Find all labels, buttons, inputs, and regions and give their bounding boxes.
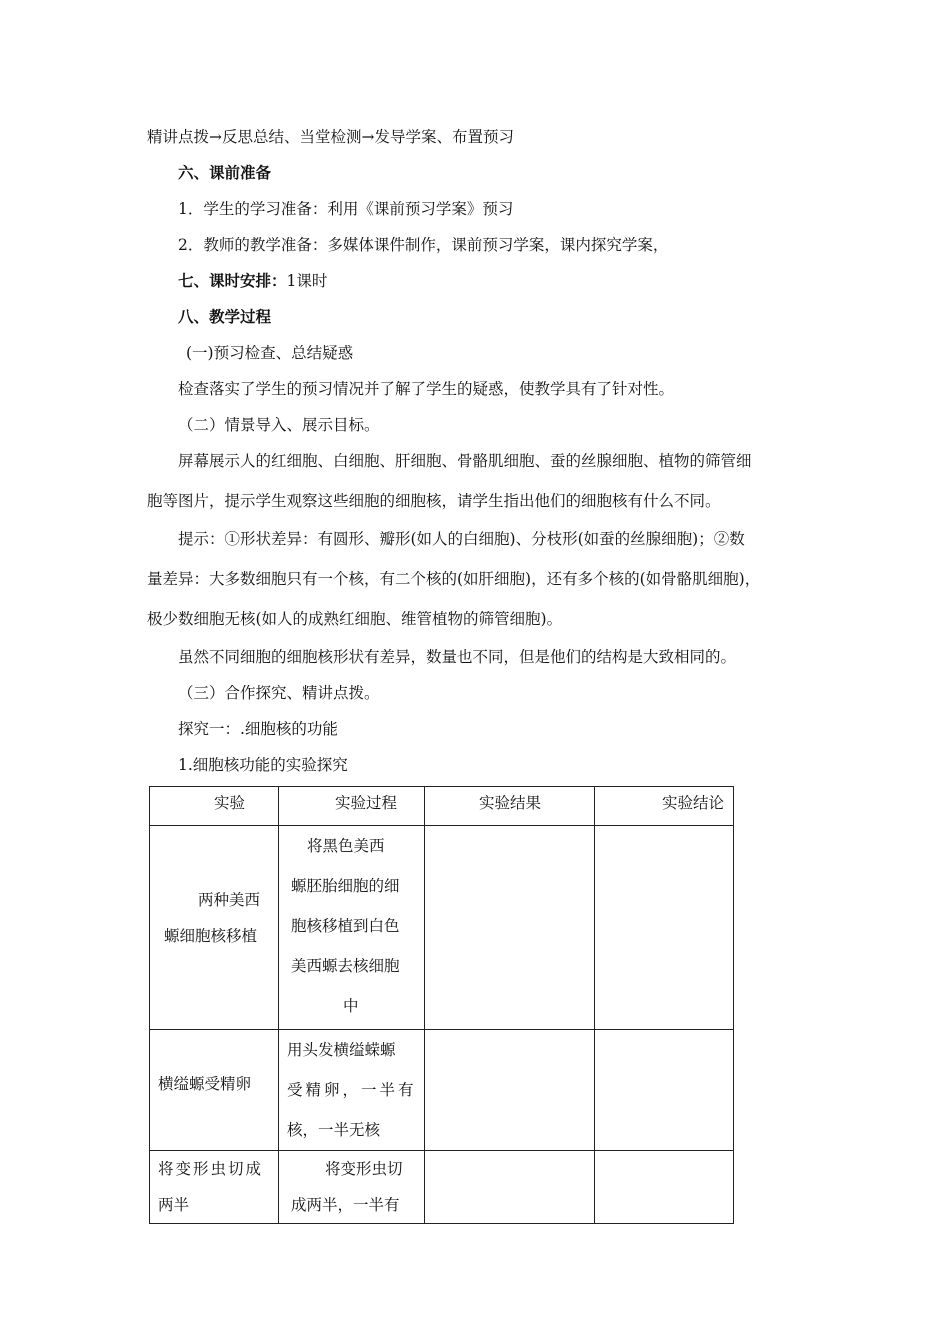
- paragraph-scenario-line2: 胞等图片，提示学生观察这些细胞的细胞核，请学生指出他们的细胞核有什么不同。: [147, 492, 721, 510]
- table-cell-result: [425, 1151, 595, 1224]
- table-cell-result: [425, 1030, 595, 1151]
- subheading-experiment: 1.细胞核功能的实验探究: [178, 756, 348, 774]
- schedule-label: 七、课时安排：: [178, 272, 287, 290]
- table-row: [150, 1030, 734, 1151]
- paragraph-structure-note: 虽然不同细胞的细胞核形状有差异，数量也不同，但是他们的结构是大致相同的。: [178, 648, 737, 666]
- table-header-cell: 实验结果: [425, 787, 595, 826]
- section-heading-schedule: [178, 270, 327, 292]
- paragraph-flow-summary: 精讲点拨→反思总结、当堂检测→发导学案、布置预习: [147, 128, 514, 146]
- paragraph-preview-check: 检查落实了学生的预习情况并了解了学生的疑惑，使教学具有了针对性。: [178, 380, 675, 398]
- table-cell-conclusion: [595, 1030, 734, 1151]
- table-cell-conclusion: [595, 826, 734, 1030]
- table-cell-result: [425, 826, 595, 1030]
- paragraph-student-preparation: 1．学生的学习准备：利用《课前预习学案》预习: [178, 200, 514, 218]
- experiment-table: [149, 786, 734, 1224]
- table-cell-experiment: 两种美西 螈细胞核移植: [150, 826, 279, 1030]
- table-header-cell: 实验过程: [279, 787, 425, 826]
- paragraph-hint-line3: 极少数细胞无核(如人的成熟红细胞、维管植物的筛管细胞)。: [147, 610, 563, 628]
- table-row: [150, 826, 734, 1030]
- table-cell-process: 将变形虫切 成两半，一半有: [279, 1151, 425, 1224]
- table-cell-process: 将黑色美西 螈胚胎细胞的细 胞核移植到白色 美西螈去核细胞 中: [279, 826, 425, 1030]
- table-cell-experiment: 将变形虫切成 两半: [150, 1151, 279, 1224]
- section-heading-process: 八、教学过程: [178, 308, 272, 326]
- subheading-scenario: （二）情景导入、展示目标。: [178, 416, 380, 434]
- paragraph-teacher-preparation: 2．教师的教学准备：多媒体课件制作，课前预习学案，课内探究学案，: [178, 236, 669, 254]
- table-cell-process: 用头发横缢蝾螈 受精卵，一半有 核，一半无核: [279, 1030, 425, 1151]
- table-header-row: [150, 787, 734, 826]
- table-header-cell: 实验结论: [595, 787, 734, 826]
- table-cell-experiment: 横缢螈受精卵: [150, 1030, 279, 1151]
- table-cell-conclusion: [595, 1151, 734, 1224]
- table-header-cell: 实验: [150, 787, 279, 826]
- section-heading-preparation: 六、课前准备: [178, 164, 272, 182]
- schedule-value: 1课时: [286, 272, 328, 290]
- paragraph-scenario-line1: 屏幕展示人的红细胞、白细胞、肝细胞、骨骼肌细胞、蚕的丝腺细胞、植物的筛管细: [178, 452, 752, 470]
- subheading-preview-check: (一)预习检查、总结疑惑: [186, 344, 354, 362]
- paragraph-hint-line1: 提示：①形状差异：有圆形、瓣形(如人的白细胞)、分枝形(如蚕的丝腺细胞)；②数: [178, 530, 745, 548]
- paragraph-hint-line2: 量差异：大多数细胞只有一个核，有二个核的(如肝细胞)，还有多个核的(如骨骼肌细胞)，: [147, 570, 761, 588]
- table-row: [150, 1151, 734, 1224]
- subheading-cooperation: （三）合作探究、精讲点拨。: [178, 684, 380, 702]
- subheading-inquiry-one: 探究一：.细胞核的功能: [178, 720, 338, 738]
